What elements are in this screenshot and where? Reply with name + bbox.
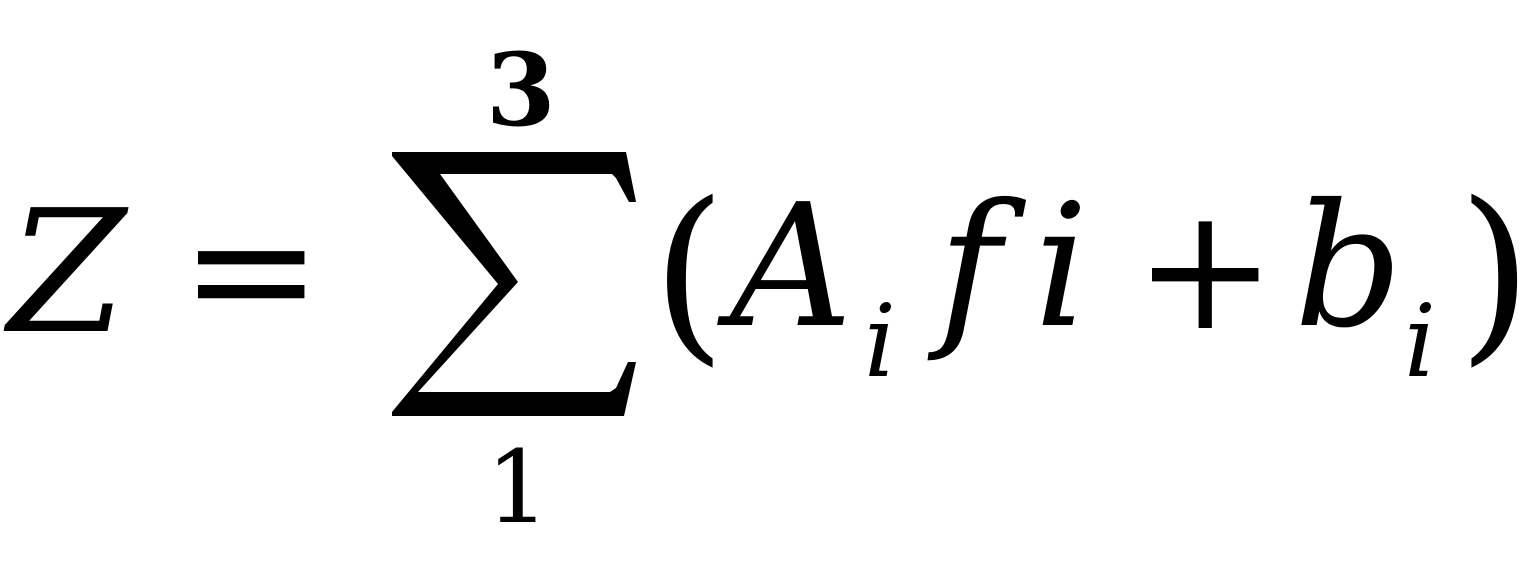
sum-upper-limit: 3 — [486, 31, 556, 149]
close-paren: ) — [1458, 162, 1533, 383]
variable-a: A — [730, 168, 853, 366]
subscript-i-b: i — [1404, 283, 1436, 400]
sum-lower-limit: 1 — [486, 429, 550, 546]
subscript-i-a: i — [864, 283, 896, 400]
open-paren: ( — [652, 162, 727, 383]
variable-f: f — [938, 168, 1001, 366]
plus-sign: + — [1134, 171, 1277, 369]
variable-b: b — [1294, 168, 1403, 366]
variable-i: i — [1034, 168, 1089, 366]
variable-z: Z — [8, 174, 127, 372]
equals-sign: = — [180, 171, 323, 369]
sigma-icon — [390, 150, 642, 418]
